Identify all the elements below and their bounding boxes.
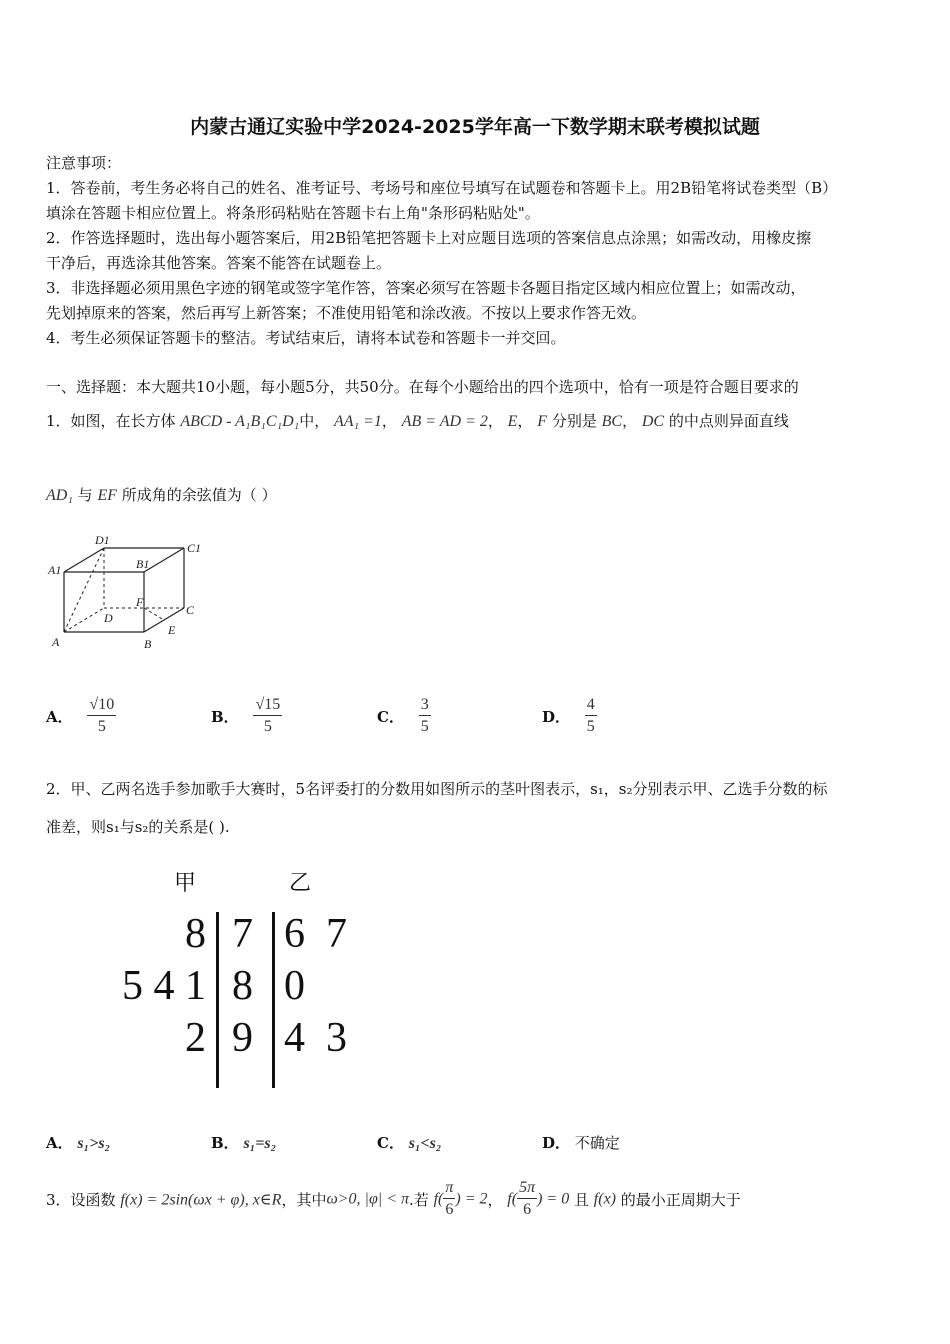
fraction-numerator: √10 (87, 695, 116, 716)
notice-line: 干净后，再选涂其他答案。答案不能答在试题卷上。 (46, 254, 392, 272)
notice-line: 4．考生必须保证答题卡的整洁。考试结束后，请将本试卷和答题卡一并交回。 (46, 329, 566, 347)
q1-math-box: ABCD - A₁B₁C₁D₁ (180, 413, 300, 430)
q1-math-e: E (507, 413, 518, 430)
q3-math-f-value: ) = 0 (537, 1190, 570, 1208)
q1-text: 与 (77, 486, 93, 504)
notice-line: 3．非选择题必须用黑色字迹的钢笔或签字笔作答，答案必须写在答题卡各题目指定区域内相应位置上；如需改动， (46, 279, 806, 297)
q1-math-ef: EF (97, 487, 118, 504)
option-fraction (87, 695, 116, 738)
question-number: 1． (46, 412, 71, 430)
option-text: s₁<s₂ (408, 1135, 442, 1152)
q3-math-condition: ω>0, |φ| < π (326, 1190, 410, 1208)
option-label: D． (542, 708, 571, 726)
label-E: E (168, 623, 176, 637)
stem-value: 9 (232, 1015, 253, 1061)
label-A1: A1 (48, 563, 62, 577)
q3-fraction-pi-6 (443, 1178, 455, 1221)
fraction-denominator: 5 (97, 718, 106, 735)
q3-text: .若 (409, 1191, 429, 1209)
notice-line: 2．作答选择题时，选出每小题答案后，用2B铅笔把答题卡上对应题目选项的答案信息点涂黑；如需改动，用橡皮擦 (46, 229, 812, 247)
leaf-right: 6 7 (284, 911, 347, 957)
label-B1: B1 (136, 557, 150, 571)
q1-text: 所成角的余弦值为（ ） (121, 486, 277, 504)
q1-text: 的中点则异面直线 (668, 412, 789, 430)
fraction-denominator: 6 (445, 1201, 454, 1218)
question-1-line-2 (46, 484, 277, 505)
option-d[interactable] (542, 1132, 620, 1153)
stem-value: 8 (232, 963, 253, 1009)
q3-text: ， (487, 1191, 503, 1209)
q3-math-f-value: ) = 2 (455, 1190, 488, 1208)
notice-line: 1．答卷前，考生务必将自己的姓名、准考证号、考场号和座位号填写在试题卷和答题卡上。用2B铅笔将试卷类型（B） (46, 179, 838, 197)
q3-math-fx: f(x) (593, 1190, 616, 1208)
option-c[interactable] (377, 695, 431, 738)
option-label: C． (377, 1134, 404, 1152)
leaf-left: 8 (185, 911, 206, 957)
question-3-line-1 (46, 1178, 741, 1221)
fraction-numerator: 4 (585, 695, 597, 716)
q2-text: 甲、乙两名选手参加歌手大赛时，5名评委打的分数用如图所示的茎叶图表示，s₁，s₂分别表示甲、乙选手分数的标 (70, 780, 828, 798)
question-2-line-2: 准差，则s₁与s₂的关系是( ). (46, 818, 230, 836)
q1-math-f: F (537, 413, 548, 430)
question-number: 2． (46, 780, 71, 798)
label-B: B (144, 637, 152, 651)
label-F: F (136, 595, 144, 609)
label-C1: C1 (187, 541, 202, 555)
notice-line: 先划掉原来的答案，然后再写上新答案；不准使用铅笔和涂改液。不按以上要求作答无效。 (46, 304, 647, 322)
stem-divider-left (216, 912, 219, 1088)
q3-text: 且 (574, 1191, 590, 1209)
q1-text: 如图，在长方体 (70, 412, 176, 430)
question-2-line-1 (46, 778, 828, 799)
fraction-denominator: 5 (586, 718, 595, 735)
cuboid-figure (44, 530, 214, 655)
leaf-left: 2 (185, 1015, 206, 1061)
question-number: 3． (46, 1191, 71, 1209)
option-label: A． (46, 1134, 73, 1152)
notice-line: 填涂在答题卡相应位置上。将条形码粘贴在答题卡右上角"条形码粘贴处"。 (46, 204, 540, 222)
q3-text: ，其中 (281, 1191, 327, 1209)
q3-math-function: f(x) = 2sin(ωx + φ), x∈R (120, 1191, 282, 1209)
q3-fraction-5pi-6 (517, 1178, 537, 1221)
q1-math-dc: DC (641, 413, 665, 430)
label-C: C (186, 603, 195, 617)
notice-heading: 注意事项： (46, 154, 122, 172)
fraction-denominator: 5 (263, 718, 272, 735)
option-label: B． (211, 1134, 239, 1152)
option-a[interactable] (46, 1132, 110, 1153)
section-heading: 一、选择题：本大题共10小题，每小题5分，共50分。在每个小题给出的四个选项中，恰有一项是符合题目要求的 (46, 378, 799, 396)
fraction-numerator: √15 (253, 695, 282, 716)
q1-math-ad1: AD₁ (46, 487, 73, 504)
q1-math-aa1: AA₁ =1 (333, 413, 382, 430)
label-A: A (52, 635, 60, 649)
q1-text: ， (381, 412, 397, 430)
option-label: D． (542, 1134, 571, 1152)
stem-divider-right (272, 912, 275, 1088)
q1-text: 分别是 (551, 412, 597, 430)
label-D: D (104, 611, 113, 625)
q3-text: 的最小正周期大于 (620, 1191, 741, 1209)
option-c[interactable] (377, 1132, 441, 1153)
page-title: 内蒙古通辽实验中学2024-2025学年高一下数学期末联考模拟试题 (190, 116, 760, 138)
option-fraction (419, 695, 431, 738)
leaf-right: 4 3 (284, 1015, 347, 1061)
label-D1: D1 (95, 533, 110, 547)
leaf-right: 0 (284, 963, 305, 1009)
fraction-numerator: 5π (517, 1178, 537, 1199)
fraction-numerator: π (443, 1178, 455, 1199)
q1-text: ， (517, 412, 533, 430)
option-text: s₁=s₂ (243, 1135, 277, 1152)
fraction-numerator: 3 (419, 695, 431, 716)
option-fraction (253, 695, 282, 738)
question-1-line-1 (46, 410, 789, 431)
q3-math-f: f( (507, 1190, 518, 1208)
option-b[interactable] (211, 1132, 276, 1153)
option-text: s₁>s₂ (77, 1135, 111, 1152)
q1-text: ， (622, 412, 638, 430)
option-fraction (585, 695, 597, 738)
option-label: A． (46, 708, 73, 726)
option-text: 不确定 (574, 1134, 620, 1152)
option-label: B． (211, 708, 239, 726)
q3-text: 设函数 (70, 1191, 116, 1209)
q1-math-ab: AB = AD = 2 (401, 413, 488, 430)
stem-value: 7 (232, 911, 253, 957)
option-a[interactable] (46, 695, 116, 738)
q1-text: ， (487, 412, 503, 430)
option-d[interactable] (542, 695, 597, 738)
option-b[interactable] (211, 695, 282, 738)
stem-head-jia: 甲 (174, 871, 197, 896)
fraction-denominator: 6 (523, 1201, 532, 1218)
q1-math-bc: BC (601, 413, 623, 430)
stem-head-yi: 乙 (289, 871, 312, 896)
fraction-denominator: 5 (420, 718, 429, 735)
option-label: C． (377, 708, 404, 726)
leaf-left: 5 4 1 (122, 963, 206, 1009)
q3-math-f: f( (433, 1190, 444, 1208)
q1-text: 中， (299, 412, 330, 430)
